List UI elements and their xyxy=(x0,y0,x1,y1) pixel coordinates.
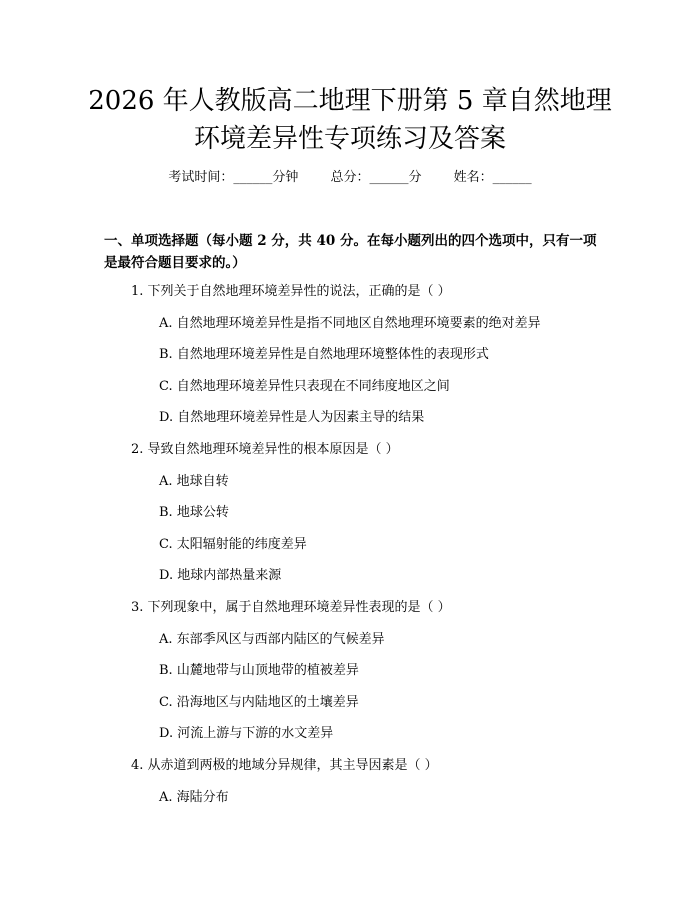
question-1-option-c: C. 自然地理环境差异性只表现在不同纬度地区之间 xyxy=(159,379,450,394)
exam-time-field: 考试时间：______分钟 xyxy=(168,170,299,185)
question-1-option-a: A. 自然地理环境差异性是指不同地区自然地理环境要素的绝对差异 xyxy=(159,316,541,331)
question-1-option-b: B. 自然地理环境差异性是自然地理环境整体性的表现形式 xyxy=(159,347,489,362)
title-line-2: 环境差异性专项练习及答案 xyxy=(193,124,506,154)
question-3-option-b: B. 山麓地带与山顶地带的植被差异 xyxy=(159,663,359,678)
page-title xyxy=(0,82,700,158)
question-2-option-c: C. 太阳辐射能的纬度差异 xyxy=(159,537,307,552)
question-2-option-d: D. 地球内部热量来源 xyxy=(159,568,282,583)
question-2-option-a: A. 地球自转 xyxy=(159,474,229,489)
title-line-1: 2026 年人教版高二地理下册第 5 章自然地理 xyxy=(88,86,612,116)
question-3-option-c: C. 沿海地区与内陆地区的土壤差异 xyxy=(159,695,359,710)
question-2-option-b: B. 地球公转 xyxy=(159,505,229,520)
exam-meta xyxy=(0,168,700,188)
section-heading: 一、单项选择题（每小题 2 分，共 40 分。在每小题列出的四个选项中，只有一项是最符合题目要求的。） xyxy=(104,233,597,271)
total-score-field: 总分：______分 xyxy=(330,170,422,185)
question-4-stem: 4. 从赤道到两极的地域分异规律，其主导因素是（ ） xyxy=(131,758,438,773)
question-3-stem: 3. 下列现象中，属于自然地理环境差异性表现的是（ ） xyxy=(131,600,451,615)
question-1-option-d: D. 自然地理环境差异性是人为因素主导的结果 xyxy=(159,410,425,425)
student-name-field: 姓名：______ xyxy=(453,170,532,185)
question-4-option-a: A. 海陆分布 xyxy=(159,790,229,805)
question-2-stem: 2. 导致自然地理环境差异性的根本原因是（ ） xyxy=(131,442,399,457)
question-3-option-a: A. 东部季风区与西部内陆区的气候差异 xyxy=(159,632,385,647)
question-3-option-d: D. 河流上游与下游的水文差异 xyxy=(159,726,334,741)
question-1-stem: 1. 下列关于自然地理环境差异性的说法，正确的是（ ） xyxy=(131,284,451,299)
